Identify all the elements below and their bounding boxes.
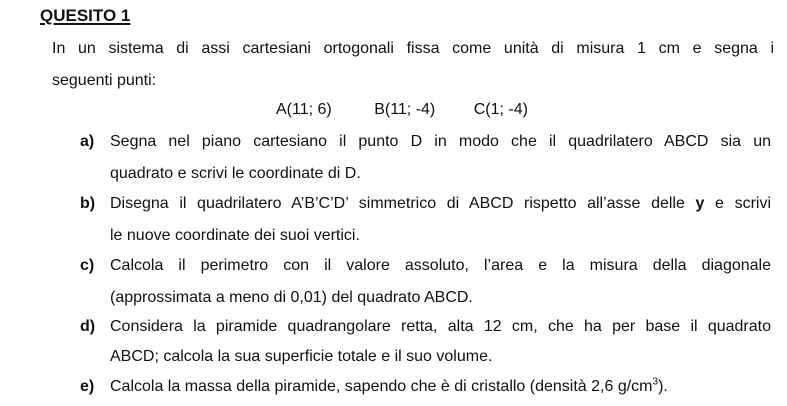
item-e-line-1-post: ). — [658, 378, 668, 395]
item-b-line-1-post: e scrivi — [715, 195, 772, 212]
item-b-line-1 — [110, 195, 771, 213]
point-b: B(11; -4) — [374, 101, 436, 118]
item-c-line-1: Calcola il perimetro con il valore assoluto, l’area e la misura della diagonale — [110, 257, 771, 274]
item-e-line-1 — [110, 378, 668, 396]
item-a-line-2: quadrato e scrivi le coordinate di D. — [110, 165, 361, 182]
item-b-axis-y: y — [695, 195, 705, 212]
item-c-label: c) — [80, 257, 95, 274]
point-c: C(1; -4) — [473, 101, 528, 118]
item-b-line-1-pre: Disegna il quadrilatero A’B’C’D’ simmetrico di ABCD rispetto all’asse delle — [110, 195, 685, 212]
item-d-line-1: Considera la piramide quadrangolare retta, alta 12 cm, che ha per base il quadrato — [110, 318, 771, 335]
item-b-line-2: le nuove coordinate dei suoi vertici. — [110, 227, 360, 244]
item-c-line-2: (approssimata a meno di 0,01) del quadrato ABCD. — [110, 289, 473, 306]
intro-text-line-1: In un sistema di assi cartesiani ortogonali fissa come unità di misura 1 cm e segna i — [52, 40, 774, 57]
item-e-exponent: 3 — [652, 376, 659, 388]
point-a: A(11; 6) — [276, 101, 332, 118]
points-list — [276, 101, 528, 119]
question-title: QUESITO 1 — [40, 6, 131, 25]
intro-text-line-2: seguenti punti: — [52, 72, 157, 89]
item-b-label: b) — [80, 195, 96, 212]
item-d-label: d) — [80, 318, 96, 335]
item-e-label: e) — [80, 378, 95, 395]
item-e-line-1-pre: Calcola la massa della piramide, sapendo che è di cristallo (densità 2,6 g/cm — [110, 378, 653, 395]
item-d-line-2: ABCD; calcola la sua superficie totale e il suo volume. — [110, 348, 493, 365]
item-a-line-1: Segna nel piano cartesiano il punto D in modo che il quadrilatero ABCD sia un — [110, 133, 771, 150]
item-a-label: a) — [80, 133, 95, 150]
